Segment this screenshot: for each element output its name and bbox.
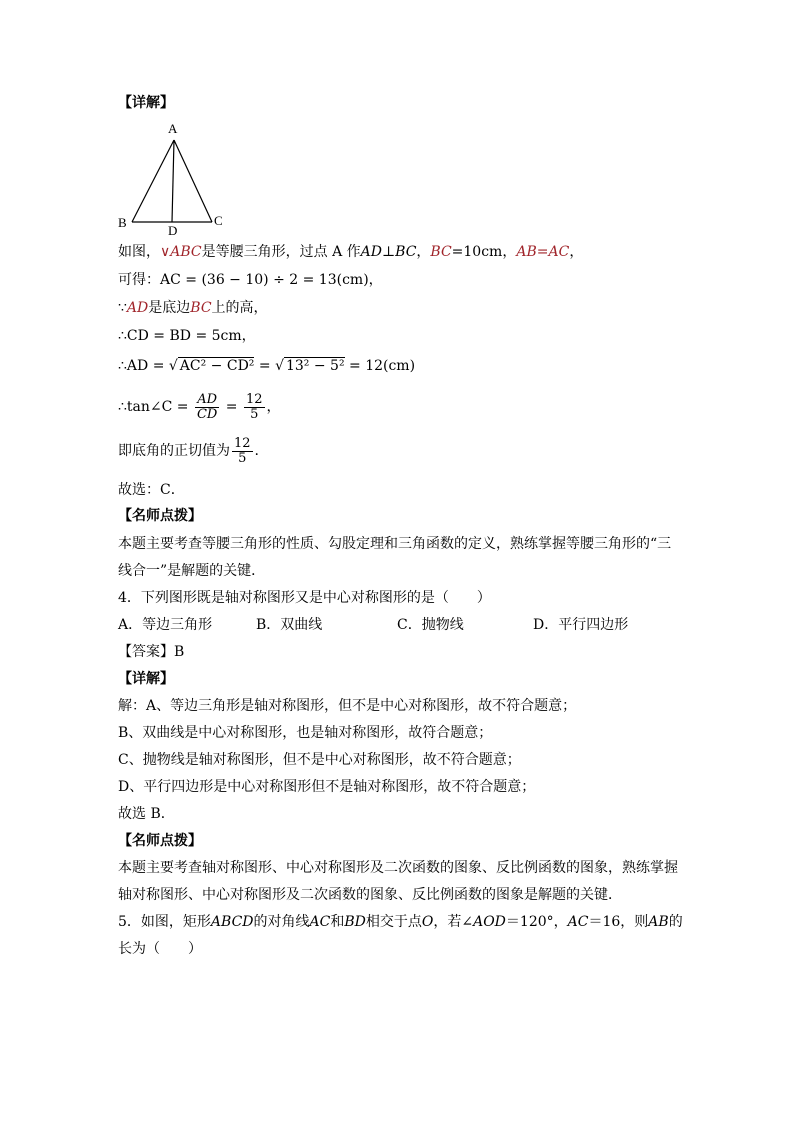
solution-line-2: 可得：AC = (36 − 10) ÷ 2 = 13(cm)， bbox=[118, 272, 383, 288]
q4-detail-line-5: 故选 B． bbox=[118, 806, 175, 822]
q4-tip-heading: 【名师点拨】 bbox=[118, 833, 202, 849]
answer-line: 故选：C． bbox=[118, 482, 185, 498]
q5-stem-line-1: 5．如图，矩形ABCD的对角线AC和BD相交于点O，若∠AOD＝120°，AC＝16，则AB的 bbox=[118, 914, 683, 930]
q4-detail-line-4: D、平行四边形是中心对称图形但不是轴对称图形，故不符合题意； bbox=[118, 779, 536, 795]
q4-tip-line-1: 本题主要考查轴对称图形、中心对称图形及二次函数的图象、反比例函数的图象，熟练掌握 bbox=[118, 860, 678, 876]
tip-heading: 【名师点拨】 bbox=[118, 508, 202, 524]
solution-line-7: 即底角的正切值为 $\frac{12}{5}$ . bbox=[118, 435, 259, 466]
q4-option-c: C．抛物线 bbox=[397, 617, 464, 633]
q4-tip-line-2: 轴对称图形、中心对称图形及二次函数的图象、反比例函数的图象是解题的关键． bbox=[118, 887, 622, 903]
label-b: B bbox=[118, 215, 127, 230]
q4-answer: 【答案】B bbox=[118, 644, 185, 660]
q4-option-b: B．双曲线 bbox=[256, 617, 323, 633]
q4-detail-line-2: B、双曲线是中心对称图形，也是轴对称图形，故符合题意； bbox=[118, 725, 493, 741]
label-a: A bbox=[168, 121, 178, 136]
q4-detail-line-1: 解：A、等边三角形是轴对称图形，但不是中心对称图形，故不符合题意； bbox=[118, 698, 577, 714]
solution-line-4: ∴CD = BD = 5cm， bbox=[118, 328, 256, 344]
q4-detail-heading: 【详解】 bbox=[118, 671, 174, 687]
q4-stem: 4．下列图形既是轴对称图形又是中心对称图形的是（ ） bbox=[118, 590, 491, 606]
isosceles-triangle-figure bbox=[112, 118, 242, 236]
q5-stem-line-2: 长为（ ） bbox=[118, 941, 202, 957]
tip-line-1: 本题主要考查等腰三角形的性质、勾股定理和三角函数的定义，熟练掌握等腰三角形的“三 bbox=[118, 536, 672, 552]
label-d: D bbox=[168, 223, 178, 236]
q4-option-a: A．等边三角形 bbox=[118, 617, 213, 633]
solution-line-6: ∴tan∠C = $\frac{AD}{CD}$ = $\frac{12}{5}$ ， bbox=[118, 391, 281, 422]
solution-line-5: ∴AD = √ AC² − CD² = √ 13² − 5² = 12(cm) bbox=[118, 358, 416, 374]
tip-line-2: 线合一”是解题的关键． bbox=[118, 563, 266, 579]
solution-line-3: ∵AD是底边BC上的高， bbox=[118, 300, 268, 316]
solution-line-1: 如图，∨ABC是等腰三角形，过点 A 作AD⊥BC，BC=10cm，AB=AC， bbox=[118, 244, 584, 260]
detail-heading: 【详解】 bbox=[118, 95, 174, 111]
q4-option-d: D．平行四边形 bbox=[533, 617, 629, 633]
q4-detail-line-3: C、抛物线是轴对称图形，但不是中心对称图形，故不符合题意； bbox=[118, 752, 521, 768]
label-c: C bbox=[214, 213, 223, 228]
